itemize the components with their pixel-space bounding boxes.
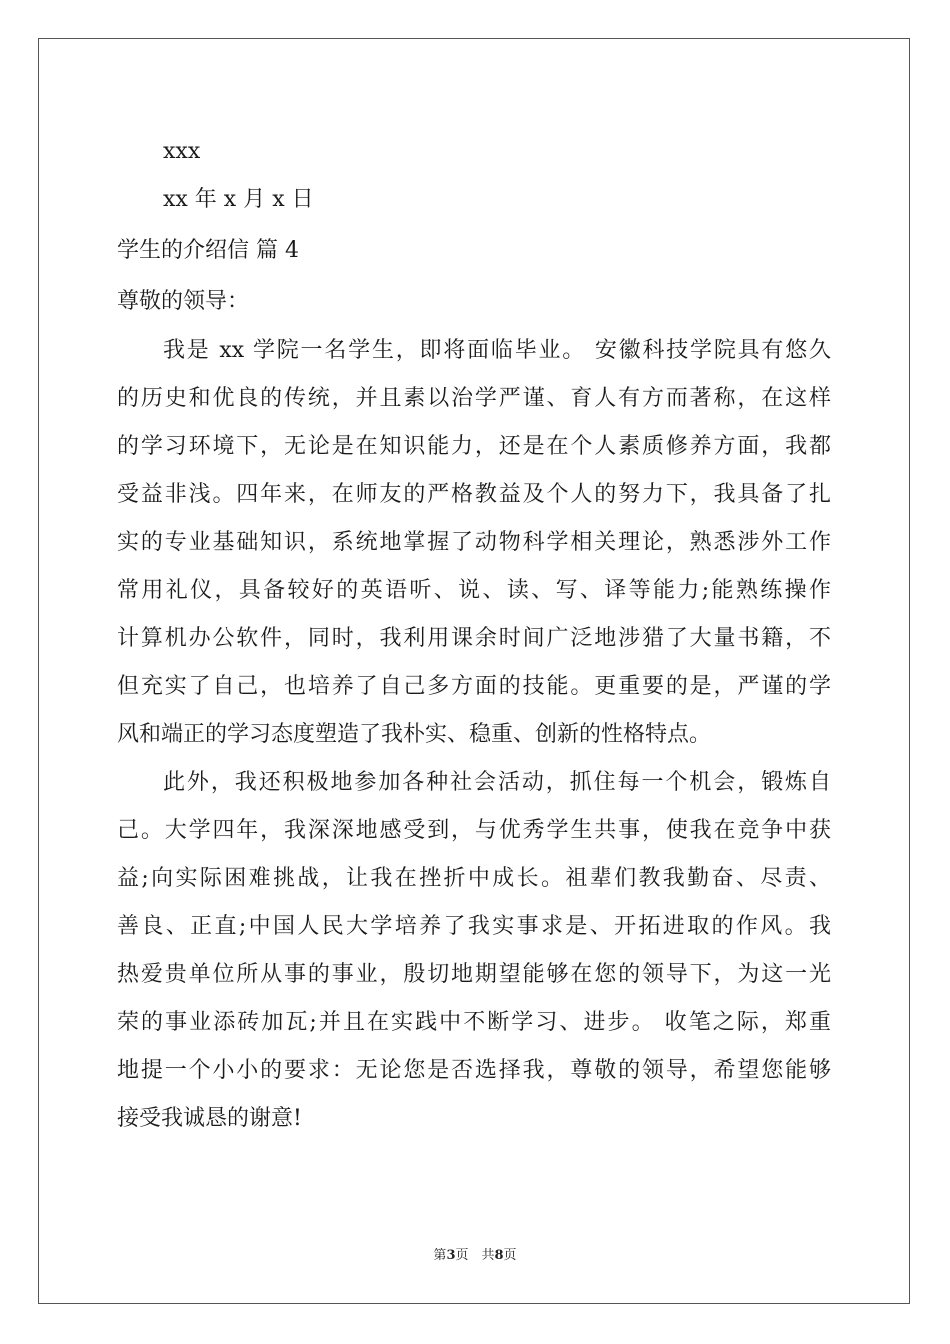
body-line: 风和端正的学习态度塑造了我朴实、稳重、创新的性格特点。 bbox=[117, 722, 712, 747]
body-line: 受益非浅。四年来，在师友的严格教益及个人的努力下，我具备了扎 bbox=[117, 482, 831, 507]
body-line: 接受我诚恳的谢意! bbox=[117, 1106, 302, 1131]
body-line: 地提一个小小的要求：无论您是否选择我，尊敬的领导，希望您能够 bbox=[117, 1058, 831, 1083]
date: xx 年 x 月 x 日 bbox=[163, 187, 314, 212]
body-line: 计算机办公软件，同时，我利用课余时间广泛地涉猎了大量书籍，不 bbox=[117, 626, 831, 651]
body-line: 此外，我还积极地参加各种社会活动，抓住每一个机会，锻炼自 bbox=[163, 770, 831, 795]
body-line: 善良、正直;中国人民大学培养了我实事求是、开拓进取的作风。我 bbox=[117, 914, 831, 939]
footer-total-pages: 8 bbox=[494, 1248, 504, 1263]
footer-prefix: 第 bbox=[433, 1248, 447, 1263]
footer-mid: 页 共 bbox=[455, 1248, 495, 1263]
body-line: 的历史和优良的传统，并且素以治学严谨、育人有方而著称，在这样 bbox=[117, 386, 831, 411]
footer-suffix: 页 bbox=[503, 1248, 517, 1263]
body-line: 的学习环境下，无论是在知识能力，还是在个人素质修养方面，我都 bbox=[117, 434, 831, 459]
page-footer bbox=[0, 1248, 950, 1264]
body-line: 常用礼仪，具备较好的英语听、说、读、写、译等能力;能熟练操作 bbox=[117, 578, 831, 603]
body-line: 己。大学四年，我深深地感受到，与优秀学生共事，使我在竞争中获 bbox=[117, 818, 831, 843]
signature: xxx bbox=[163, 139, 201, 164]
section-heading: 学生的介绍信 篇 4 bbox=[117, 238, 299, 263]
salutation: 尊敬的领导： bbox=[117, 289, 250, 314]
body-line: 荣的事业添砖加瓦;并且在实践中不断学习、进步。 收笔之际，郑重 bbox=[117, 1010, 831, 1035]
body-line: 热爱贵单位所从事的事业，殷切地期望能够在您的领导下，为这一光 bbox=[117, 962, 831, 987]
footer-current-page: 3 bbox=[446, 1248, 456, 1263]
body-line: 我是 xx 学院一名学生，即将面临毕业。 安徽科技学院具有悠久 bbox=[163, 338, 831, 363]
body-line: 但充实了自己，也培养了自己多方面的技能。更重要的是，严谨的学 bbox=[117, 674, 831, 699]
body-line: 益;向实际困难挑战，让我在挫折中成长。祖辈们教我勤奋、尽责、 bbox=[117, 866, 831, 891]
body-line: 实的专业基础知识，系统地掌握了动物科学相关理论，熟悉涉外工作 bbox=[117, 530, 831, 555]
